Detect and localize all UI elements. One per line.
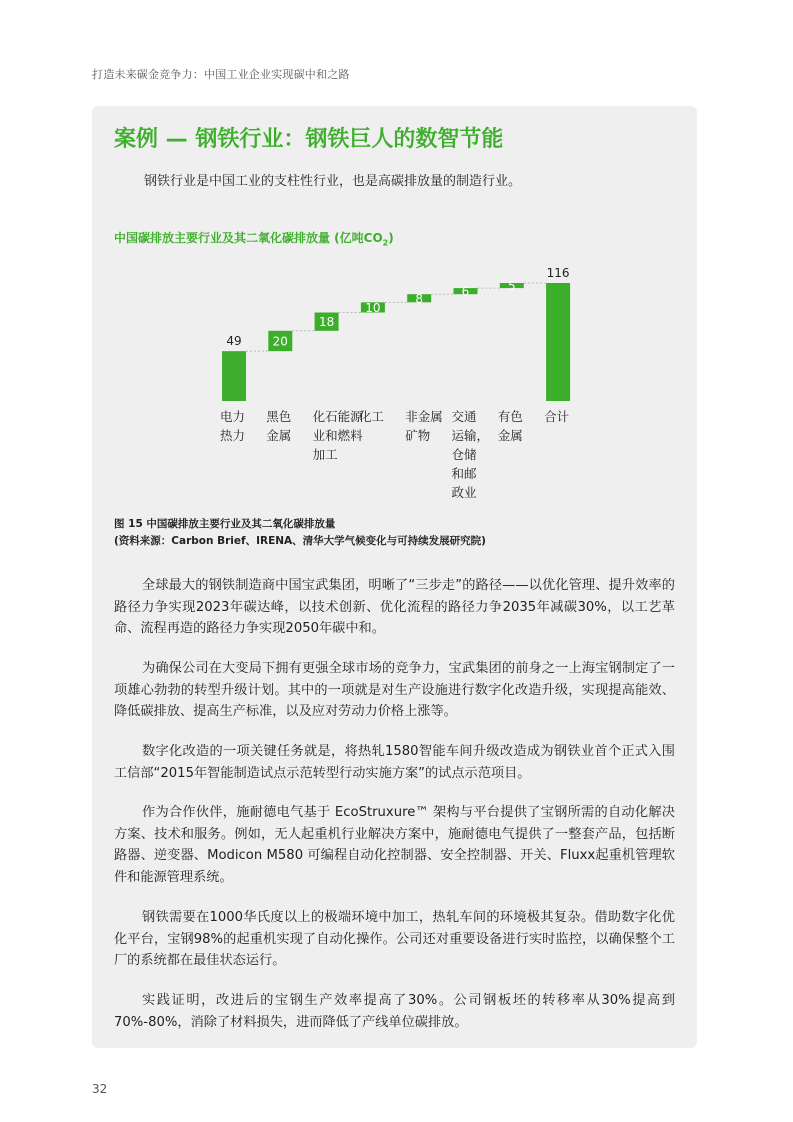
chart-data-label-5: 8	[415, 291, 424, 306]
chart-title-end: )	[388, 231, 394, 245]
figure-caption-title: 图 15 中国碳排放主要行业及其二氧化碳排放量	[114, 518, 336, 530]
chart-data-label-3: 18	[318, 315, 335, 330]
chart-category-label-3: 化石能源 业和燃料 加工	[312, 409, 363, 462]
running-header: 打造未来碳金竞争力：中国工业企业实现碳中和之路	[92, 68, 350, 81]
chart-category-label-2: 黑色 金属	[266, 409, 292, 443]
figure-caption	[114, 516, 486, 550]
chart-data-label-8: 116	[546, 266, 570, 280]
chart-category-label-6: 交通 运输， 仓储 和邮 政业	[451, 409, 490, 500]
paragraph-5: 钢铁需要在1000华氏度以上的极端环境中加工，热轧车间的环境极其复杂。借助数字化优化平台，宝钢98%的起重机实现了自动化操作。公司还对重要设备进行实时监控，以确保整个工厂的系统都在最佳状态运行。	[114, 910, 675, 968]
paragraph-4: 作为合作伙伴，施耐德电气基于 EcoStruxure™ 架构与平台提供了宝钢所需的自动化解决方案、技术和服务。例如，无人起重机行业解决方案中，施耐德电气提供了一整套产品，包括断路器、逆变器、Modicon M580 可编程自动化控制器、安全控制器、开关、Fluxx起重机管理软件和能源管理系统。	[114, 805, 675, 885]
chart-bar-1	[222, 351, 246, 401]
chart-category-label-1: 电力 热力	[220, 409, 246, 443]
figure-caption-source: (资料来源：Carbon Brief、IRENA、清华大学气候变化与可持续发展研究院)	[114, 535, 486, 547]
paragraph-6: 实践证明，改进后的宝钢生产效率提高了30%。公司钢板坯的转移率从30%提高到70%-80%，消除了材料损失，进而降低了产线单位碳排放。	[114, 993, 675, 1030]
chart-category-label-7: 有色 金属	[497, 409, 523, 443]
paragraph-1: 全球最大的钢铁制造商中国宝武集团，明晰了“三步走”的路径——以优化管理、提升效率的路径力争实现2023年碳达峰，以技术创新、优化流程的路径力争2035年减碳30%，以工艺革命、流程再造的路径力争实现2050年碳中和。	[114, 578, 675, 636]
chart-bar-8	[546, 283, 570, 401]
chart-category-label-8: 合计	[544, 409, 570, 424]
paragraph-2: 为确保公司在大变局下拥有更强全球市场的竞争力，宝武集团的前身之一上海宝钢制定了一项雄心勃勃的转型升级计划。其中的一项就是对生产设施进行数字化改造升级，实现提高能效、降低碳排放、提高生产标准，以及应对劳动力价格上涨等。	[114, 661, 675, 719]
chart-title-subscript: 2	[382, 238, 389, 248]
chart-data-label-7: 5	[507, 279, 516, 294]
chart-data-label-2: 20	[272, 334, 288, 349]
chart-category-label-5: 非金属 矿物	[405, 409, 443, 443]
chart-data-label-6: 6	[461, 284, 470, 299]
case-intro: 钢铁行业是中国工业的支柱性行业，也是高碳排放量的制造行业。	[144, 174, 522, 189]
chart-data-label-4: 10	[365, 300, 381, 315]
paragraph-3: 数字化改造的一项关键任务就是，将热轧1580智能车间升级改造成为钢铁业首个正式入围工信部“2015年智能制造试点示范转型行动实施方案”的试点示范项目。	[114, 744, 675, 781]
chart-category-label-4: 化工	[358, 409, 384, 424]
page-number: 32	[92, 1082, 108, 1096]
chart-title-main: 中国碳排放主要行业及其二氧化碳排放量 (亿吨CO	[114, 231, 383, 245]
emissions-waterfall-chart	[0, 0, 793, 520]
case-title: 案例 — 钢铁行业：钢铁巨人的数智节能	[114, 127, 504, 152]
chart-data-label-1: 49	[226, 334, 242, 349]
